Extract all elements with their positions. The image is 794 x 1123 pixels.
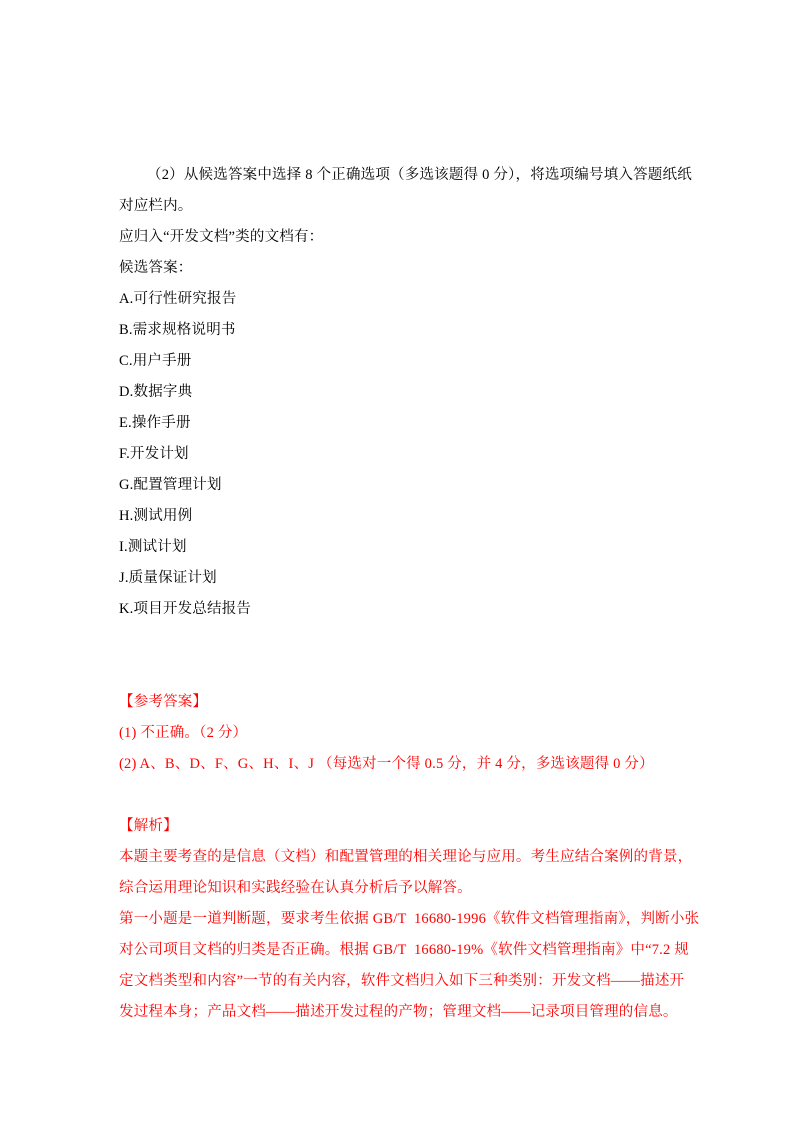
option-b: B.需求规格说明书: [119, 322, 236, 338]
reference-answer-heading: 【参考答案】: [119, 694, 208, 710]
option-e: E.操作手册: [119, 415, 191, 431]
option-i: I.测试计划: [119, 539, 187, 555]
option-c: C.用户手册: [119, 353, 192, 369]
reference-answer-item-1: (1) 不正确。（2 分）: [119, 725, 248, 741]
blank-line: [119, 656, 679, 687]
option-j: J.质量保证计划: [119, 570, 217, 586]
option-g: G.配置管理计划: [119, 477, 222, 493]
analysis-line-2: 综合运用理论知识和实践经验在认真分析后予以解答。: [119, 880, 472, 896]
reference-answer-item-2: (2) A、B、D、F、G、H、I、J （每选对一个得 0.5 分，并 4 分，多选该题得 0 分）: [119, 756, 654, 772]
analysis-line-1: 本题主要考查的是信息（文档）和配置管理的相关理论与应用。考生应结合案例的背景，: [119, 849, 693, 865]
analysis-line-6: 发过程本身；产品文档——描述开发过程的产物；管理文档——记录项目管理的信息。: [119, 1004, 678, 1020]
document-content: [119, 160, 700, 1028]
option-a: A.可行性研究报告: [119, 291, 237, 307]
blank-line: [119, 780, 679, 811]
question-instruction-line-1: （2）从候选答案中选择 8 个正确选项（多选该题得 0 分），将选项编号填入答题纸纸: [147, 167, 692, 183]
question-prompt: 应归入“开发文档”类的文档有：: [119, 229, 324, 245]
option-f: F.开发计划: [119, 446, 189, 462]
option-k: K.项目开发总结报告: [119, 601, 252, 617]
options-label: 候选答案：: [119, 260, 193, 276]
analysis-line-5: 定文档类型和内容”一节的有关内容，软件文档归入如下三种类别：开发文档——描述开: [119, 973, 685, 989]
blank-line: [119, 625, 679, 656]
option-h: H.测试用例: [119, 508, 193, 524]
analysis-line-3: 第一小题是一道判断题，要求考生依据 GB/T 16680-1996《软件文档管理指南》，判断小张: [119, 911, 700, 927]
question-instruction-line-2: 对应栏内。: [119, 198, 193, 214]
analysis-line-4: 对公司项目文档的归类是否正确。根据 GB/T 16680-19%《软件文档管理指南》中“7.2 规: [119, 942, 689, 958]
option-d: D.数据字典: [119, 384, 193, 400]
analysis-heading: 【解析】: [119, 818, 178, 834]
